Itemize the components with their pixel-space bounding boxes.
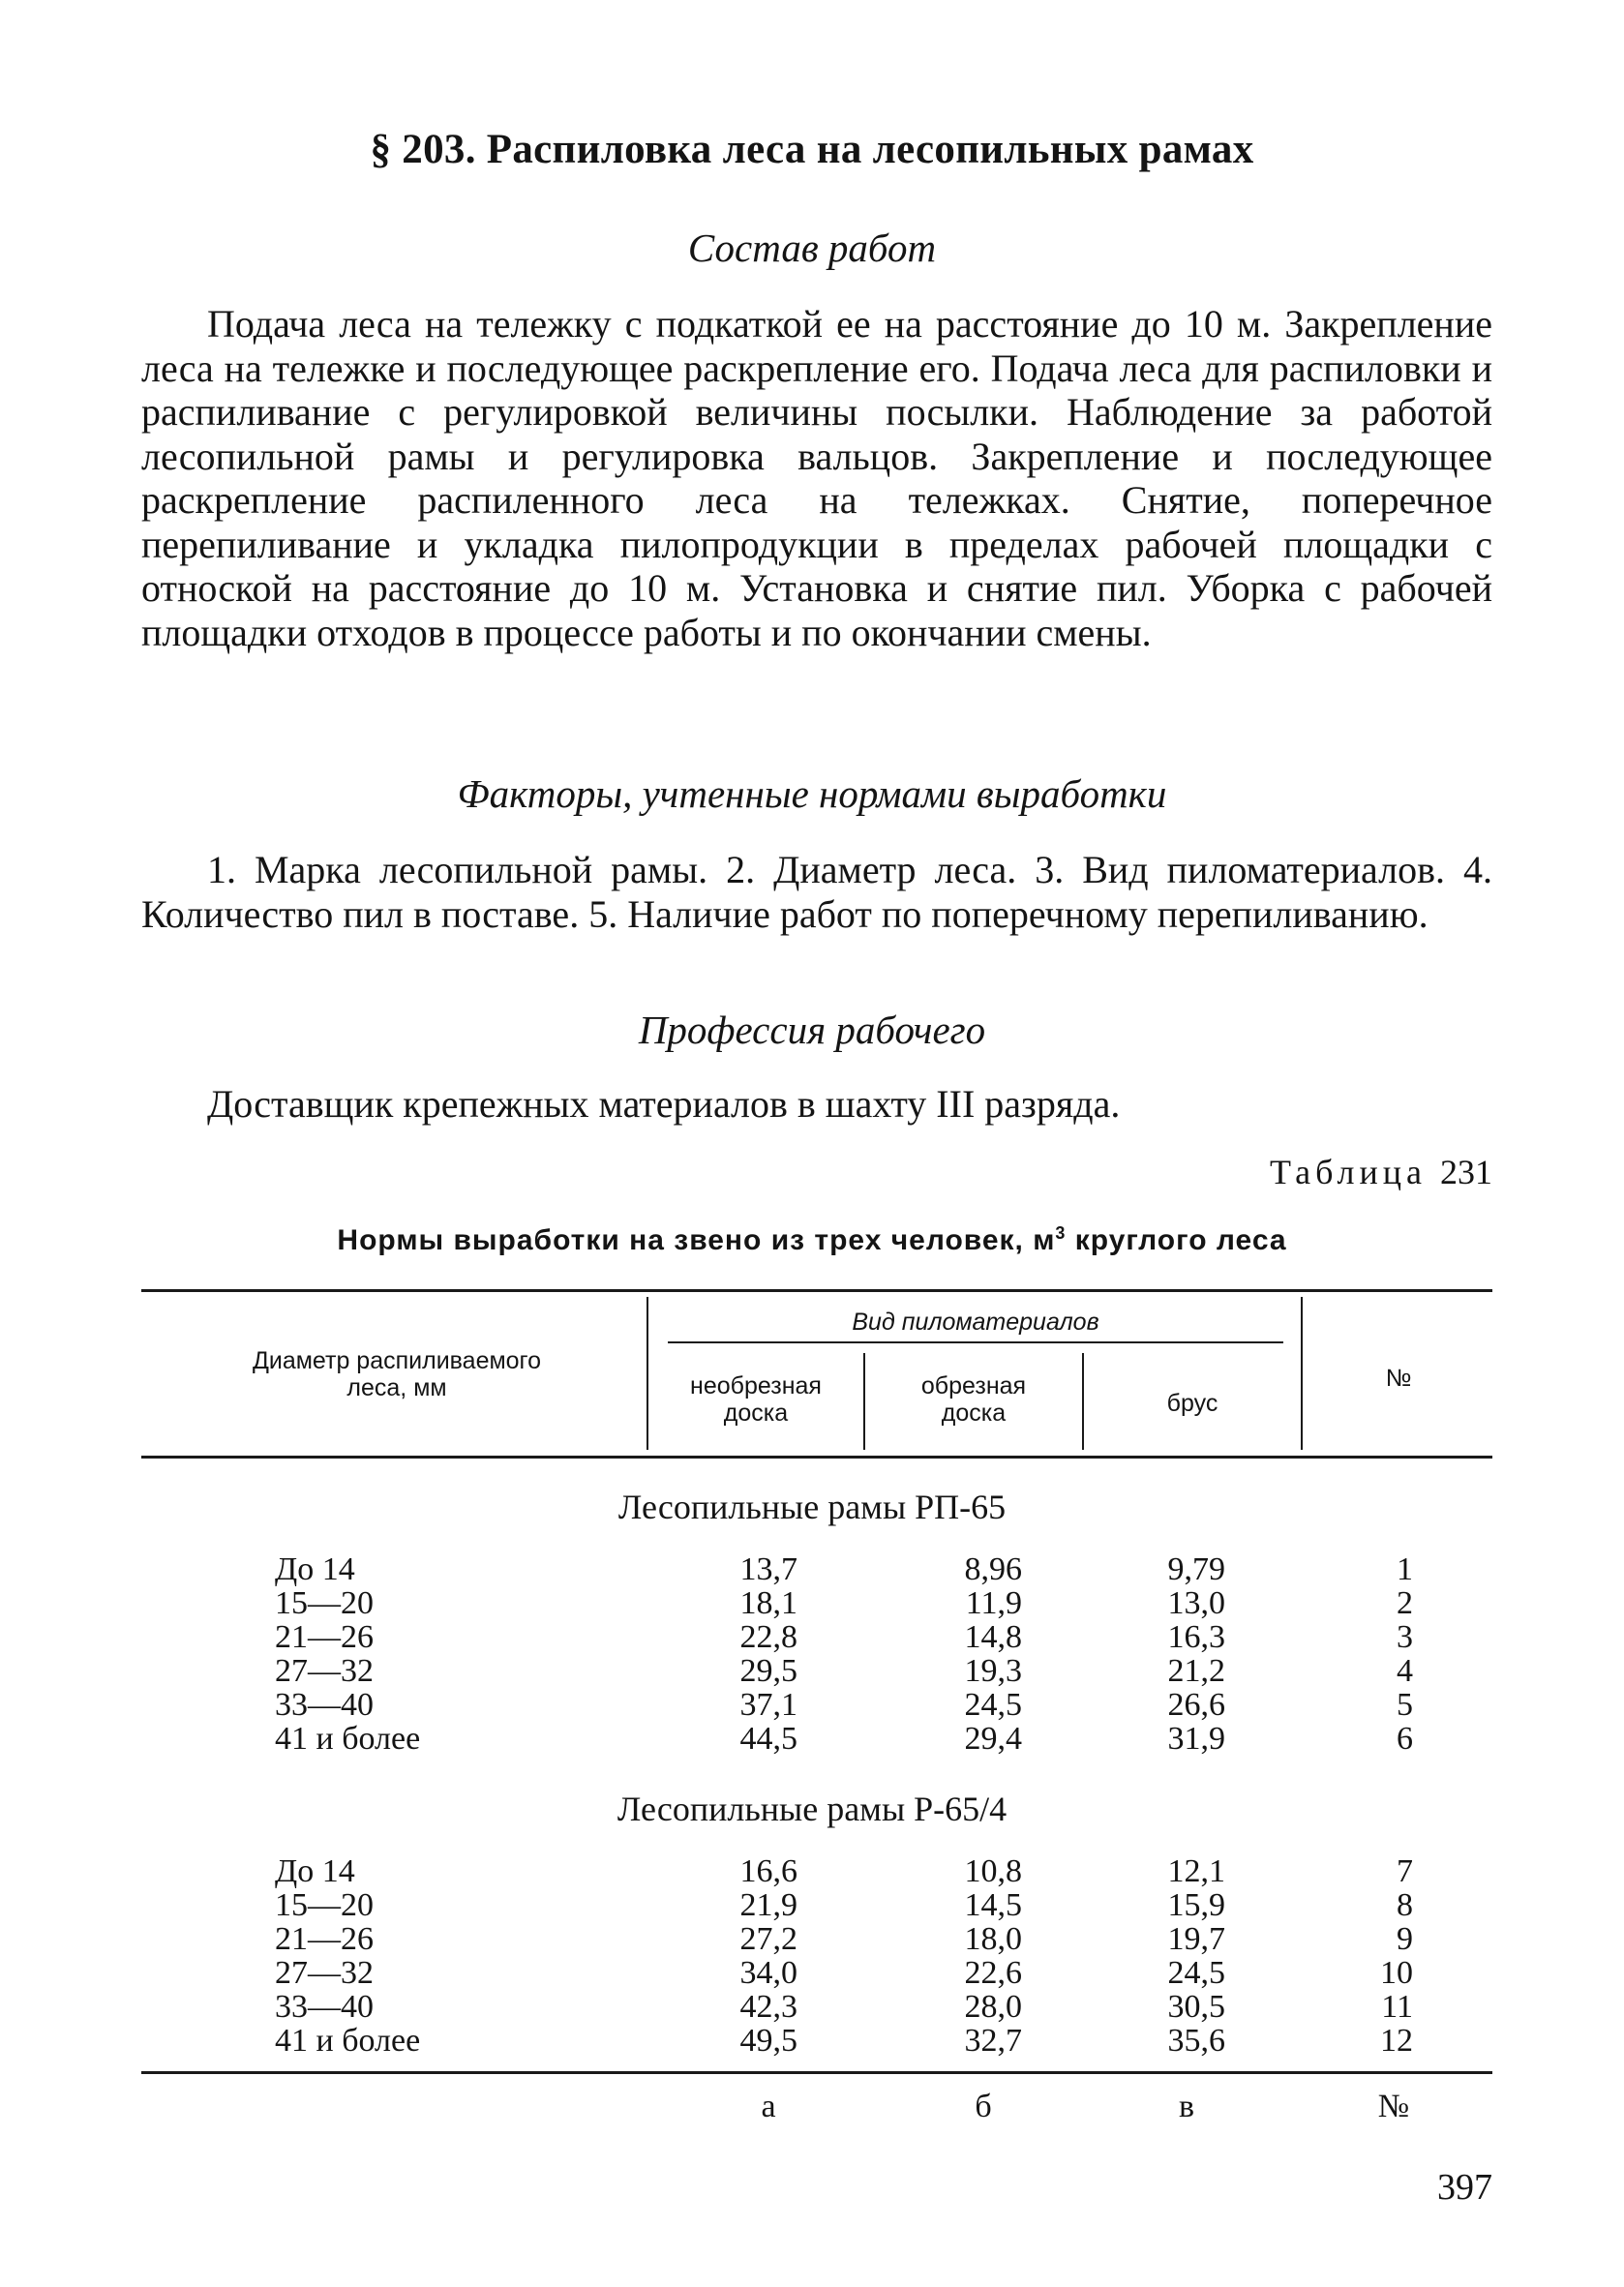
header-divider-3 [1082, 1353, 1084, 1450]
cell-unedged: 42,3 [739, 1989, 797, 2025]
cell-diameter: 27—32 [275, 1653, 374, 1689]
cell-number: 9 [1397, 1921, 1413, 1957]
cell-edged: 8,96 [964, 1551, 1022, 1587]
header-col2-line2: доска [941, 1399, 1007, 1427]
cell-number: 11 [1381, 1989, 1413, 2025]
cell-number: 2 [1397, 1585, 1413, 1621]
group-title-rp65: Лесопильные рамы РП-65 [617, 1488, 1007, 1526]
cell-diameter: 41 и более [275, 1721, 421, 1757]
profession-paragraph [141, 1082, 1492, 1127]
cell-diameter: 33—40 [275, 1687, 374, 1723]
factors-heading: Факторы, учтенные нормами выработки [457, 771, 1167, 816]
section-title: § 203. Распиловка леса на лесопильных рамах [370, 127, 1254, 172]
cell-number: 7 [1397, 1853, 1413, 1889]
table-title-end: круглого леса [1066, 1224, 1287, 1256]
footer-col-num: № [1377, 2089, 1410, 2124]
table-top-rule [141, 1289, 1492, 1292]
cell-beam: 9,79 [1167, 1551, 1225, 1587]
profession-text: Доставщик крепежных материалов в шахту III разряда. [207, 1082, 1121, 1126]
cell-diameter: 27—32 [275, 1955, 374, 1991]
cell-beam: 12,1 [1167, 1853, 1225, 1889]
cell-number: 12 [1380, 2023, 1413, 2059]
cell-diameter: 33—40 [275, 1989, 374, 2025]
table-title [0, 1223, 1624, 1257]
cell-unedged: 27,2 [739, 1921, 797, 1957]
header-divider-2 [863, 1353, 865, 1450]
cell-unedged: 21,9 [739, 1887, 797, 1923]
composition-paragraph [141, 302, 1492, 654]
composition-text: Подача леса на тележку с подкаткой ее на расстояние до 10 м. Закрепление леса на тележке и последующее раскрепление его. Подача леса для распиловки и распиливание с регулировкой величины посылки. Наблюдение за работой лесопильной рамы и регулировка вальцов. Закрепление и последующее раскрепление распиленного леса на тележках. Снятие, поперечное перепиливание и укладка пилопродукции в пределах рабочей площадки с отноской на расстояние до 10 м. Установка и снятие пил. Уборка с рабочей площадки отходов в процессе работы и по окончании смены. [141, 302, 1492, 654]
cell-unedged: 34,0 [739, 1955, 797, 1991]
table-title-text: Нормы выработки на звено из трех человек, м [337, 1224, 1056, 1256]
cell-edged: 10,8 [964, 1853, 1022, 1889]
factors-paragraph [141, 848, 1492, 936]
cell-beam: 24,5 [1167, 1955, 1225, 1991]
cell-number: 10 [1380, 1955, 1413, 1991]
cell-unedged: 16,6 [739, 1853, 797, 1889]
cell-edged: 29,4 [964, 1721, 1022, 1757]
cell-number: 4 [1397, 1653, 1413, 1689]
cell-beam: 13,0 [1167, 1585, 1225, 1621]
cell-number: 6 [1397, 1721, 1413, 1757]
header-col2 [867, 1372, 1080, 1427]
cell-unedged: 18,1 [739, 1585, 797, 1621]
header-diameter [194, 1347, 600, 1401]
cell-number: 8 [1397, 1887, 1413, 1923]
cell-number: 3 [1397, 1619, 1413, 1655]
cell-beam: 19,7 [1167, 1921, 1225, 1957]
cell-beam: 30,5 [1167, 1989, 1225, 2025]
table-number: 231 [1440, 1153, 1492, 1191]
cell-beam: 15,9 [1167, 1887, 1225, 1923]
cell-diameter: 21—26 [275, 1619, 374, 1655]
table-title-superscript: 3 [1055, 1223, 1067, 1243]
footer-col-v: в [1178, 2089, 1195, 2124]
header-group: Вид пиломатериалов [852, 1309, 1099, 1336]
header-diameter-line1: Диаметр распиливаемого [252, 1347, 542, 1374]
header-bottom-rule [141, 1456, 1492, 1459]
header-col3: брус [1166, 1390, 1218, 1417]
header-diameter-line2: леса, мм [346, 1374, 447, 1401]
cell-edged: 24,5 [964, 1687, 1022, 1723]
cell-beam: 16,3 [1167, 1619, 1225, 1655]
header-divider-1 [647, 1297, 648, 1450]
cell-edged: 22,6 [964, 1955, 1022, 1991]
composition-heading: Состав работ [687, 226, 937, 270]
cell-edged: 14,5 [964, 1887, 1022, 1923]
factors-text: 1. Марка лесопильной рамы. 2. Диаметр леса. 3. Вид пиломатериалов. 4. Количество пил в поставе. 5. Наличие работ по поперечному перепиливанию. [141, 848, 1492, 936]
cell-unedged: 22,8 [739, 1619, 797, 1655]
cell-diameter: До 14 [275, 1853, 355, 1889]
cell-edged: 19,3 [964, 1653, 1022, 1689]
group-title-r65-4: Лесопильные рамы Р-65/4 [617, 1790, 1007, 1828]
cell-unedged: 49,5 [739, 2023, 797, 2059]
cell-unedged: 44,5 [739, 1721, 797, 1757]
header-col1 [650, 1372, 861, 1427]
cell-unedged: 13,7 [739, 1551, 797, 1587]
cell-number: 5 [1397, 1687, 1413, 1723]
cell-beam: 26,6 [1167, 1687, 1225, 1723]
header-col4: № [1385, 1365, 1412, 1392]
cell-beam: 31,9 [1167, 1721, 1225, 1757]
cell-diameter: 41 и более [275, 2023, 421, 2059]
cell-edged: 32,7 [964, 2023, 1022, 2059]
profession-heading: Профессия рабочего [638, 1008, 986, 1052]
cell-diameter: 21—26 [275, 1921, 374, 1957]
cell-diameter: 15—20 [275, 1585, 374, 1621]
cell-edged: 28,0 [964, 1989, 1022, 2025]
footer-col-a: а [761, 2089, 776, 2124]
cell-beam: 35,6 [1167, 2023, 1225, 2059]
table-bottom-rule [141, 2071, 1492, 2074]
cell-number: 1 [1397, 1551, 1413, 1587]
cell-edged: 11,9 [965, 1585, 1022, 1621]
cell-edged: 18,0 [964, 1921, 1022, 1957]
cell-unedged: 29,5 [739, 1653, 797, 1689]
page-number: 397 [1437, 2167, 1492, 2208]
cell-edged: 14,8 [964, 1619, 1022, 1655]
header-col1-line1: необрезная [690, 1372, 822, 1399]
header-col2-line1: обрезная [920, 1372, 1027, 1399]
header-col1-line2: доска [723, 1399, 789, 1427]
group-underline [668, 1341, 1283, 1343]
cell-diameter: 15—20 [275, 1887, 374, 1923]
table-label-word: Таблица [1270, 1153, 1427, 1191]
header-divider-4 [1301, 1297, 1303, 1450]
cell-diameter: До 14 [275, 1551, 355, 1587]
cell-unedged: 37,1 [739, 1687, 797, 1723]
footer-col-b: б [975, 2089, 992, 2124]
table-label [1270, 1152, 1492, 1192]
cell-beam: 21,2 [1167, 1653, 1225, 1689]
